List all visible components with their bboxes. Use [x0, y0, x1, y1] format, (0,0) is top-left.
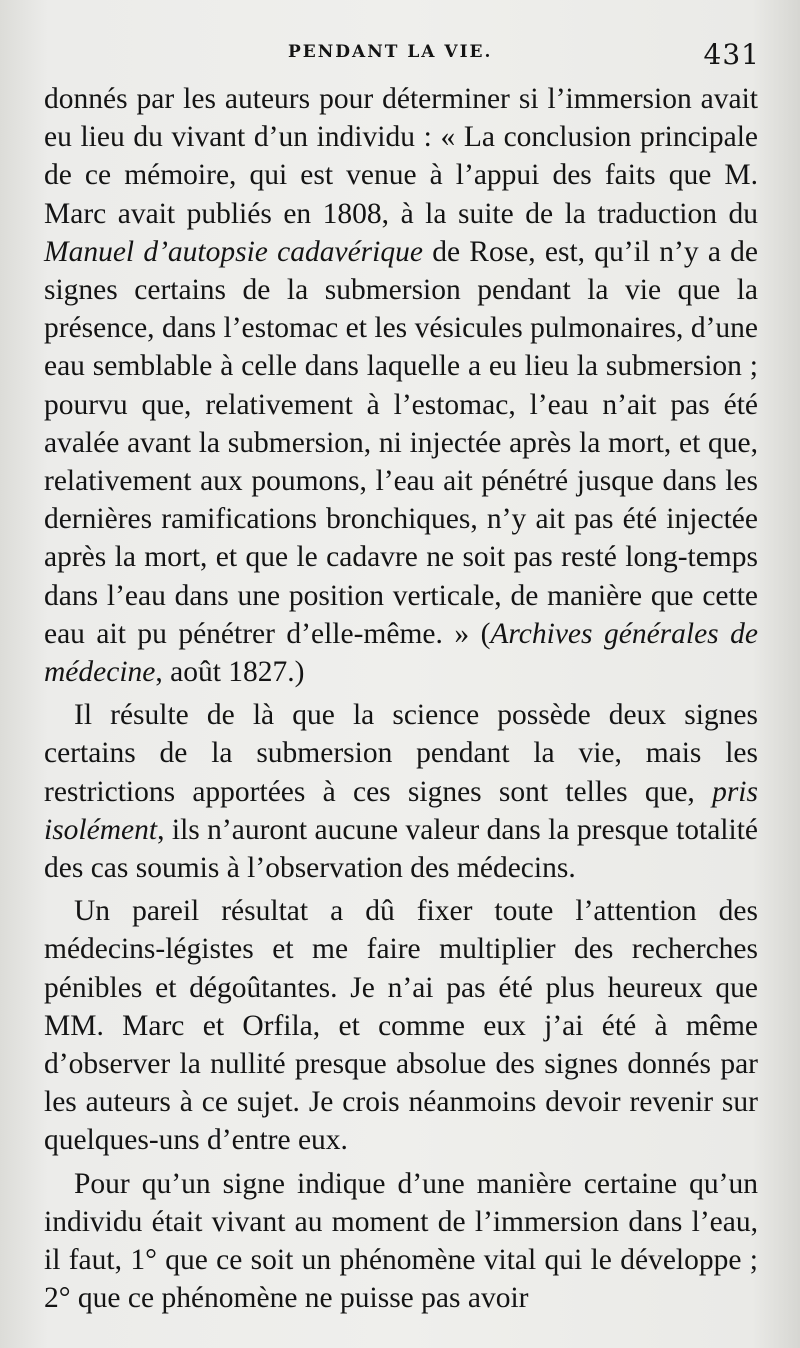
text-run: de Rose, est, qu’il n’y a de signes certains de la submersion pendant la vie que la présence, dans l’estomac et les vésicules pulmonaires, d’une eau semblable à celle dans laquelle a eu lieu la submersion ; pourvu que, relativement à l’estomac, l’eau n’ait pas été avalée avant la submersion, ni injectée après la mort, et que, relativement aux poumons, l’eau ait pénétré jusque dans les dernières ramifications bronchiques, n’y ait pas été injectée après la mort, et que le cadavre ne soit pas resté long-temps dans l’eau dans une position verticale, de manière que cette eau ait pu pénétrer d’elle-même. » ( [44, 235, 759, 650]
italic-text-run: Manuel d’autopsie cadavérique [44, 235, 423, 268]
body-text [44, 80, 758, 1318]
text-run: donnés par les auteurs pour déterminer si l’immersion avait eu lieu du vivant d’un individu : « La conclusion principale de ce mémoire, qui est venue à l’appui des faits que M. Marc avait publiés en 1808, à la suite de la traduction du [44, 83, 758, 230]
paragraph-2 [44, 696, 758, 887]
page-number: 431 [703, 38, 760, 71]
text-run: Un pareil résultat a dû fixer toute l’attention des médecins-légistes et me faire multiplier des recherches pénibles et dégoûtantes. Je n’ai pas été plus heureux que MM. Marc et Orfila, et comme eux j’ai été à même d’observer la nullité presque absolue des signes donnés par les auteurs à ce sujet. Je crois néanmoins devoir revenir sur quelques-uns d’entre eux. [44, 895, 758, 1157]
paragraph-3 [44, 892, 758, 1159]
text-run: Il résulte de là que la science possède deux signes certains de la submersion pendant la vie, mais les restrictions apportées à ces signes sont telles que, [44, 699, 758, 808]
running-head: PENDANT LA VIE. [288, 42, 493, 62]
italic-text-run: Archives générales de médecine [44, 617, 758, 689]
italic-text-run: pris isolément [44, 775, 758, 846]
paragraph-4 [44, 1165, 758, 1318]
text-run: , ils n’auront aucune valeur dans la presque totalité des cas soumis à l’observation des médecins. [44, 813, 758, 885]
text-run: Pour qu’un signe indique d’une manière certaine qu’un individu était vivant au moment de l’immersion dans l’eau, il faut, 1° que ce soit un phénomène vital qui le développe ; 2° que ce phénomène ne puisse pas avoir [44, 1167, 758, 1315]
page-header [0, 38, 800, 78]
text-run: , août 1827.) [155, 656, 305, 689]
paragraph-1 [44, 80, 758, 691]
